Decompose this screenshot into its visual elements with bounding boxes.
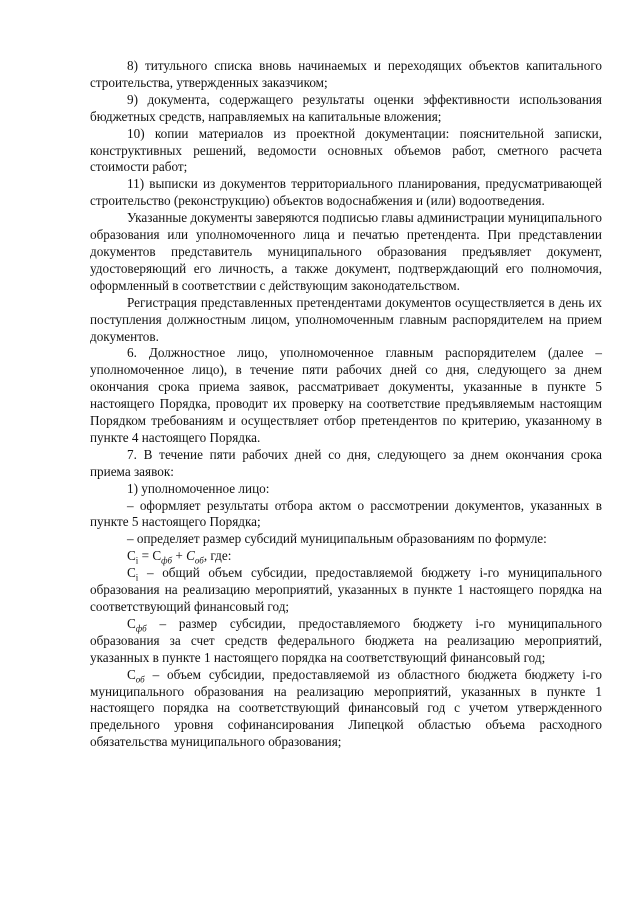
definition-text: – общий объем субсидии, предоставляемой бюджету i-го муниципального образования на реализацию мероприятий, указанных в пункте 1 настоящего порядка на соответствующий финансовый год; [90,565,602,614]
formula-plus: + [172,548,187,564]
document-body [90,58,602,751]
definition-text: – объем субсидии, предоставляемой из областного бюджета бюджету i-го муниципального образования на реализацию мероприятий, указанных в пункте 1 настоящего порядка на соответствующий финансовый год с учетом утвержденного предельного уровня софинансирования Липецкой областью объема расходного обязательства муниципального образования; [90,666,602,750]
subsidy-formula [90,548,602,565]
paragraph-clause-7: 7. В течение пяти рабочих дней со дня, следующего за днем окончания срока приема заявок: [90,446,602,479]
formula-sub-fb: фб [161,555,173,566]
definition-symbol: С [127,615,136,631]
paragraph-authorized-person: 1) уполномоченное лицо: [127,480,270,496]
formula-symbol-c-ob: С [186,548,195,564]
definition-ci [90,565,602,616]
definition-subscript: об [135,674,145,685]
paragraph-registration: Регистрация представленных претендентами документов осуществляется в день их поступления должностным лицом, уполномоченным главным распорядителем на прием документов. [90,294,602,344]
formula-sub-i: i [135,555,139,566]
paragraph-formula-intro: – определяет размер субсидий муниципальным образованиям по формуле: [127,531,547,547]
formula-sub-ob: об [194,555,204,566]
definition-symbol: С [127,565,136,581]
paragraph-item-9: 9) документа, содержащего результаты оценки эффективности использования бюджетных средств, направляемых на капитальные вложения; [90,91,602,124]
definition-subscript: i [135,572,139,583]
definition-cob [90,667,602,752]
definition-subscript: фб [135,623,147,634]
definition-symbol: С [127,666,136,682]
paragraph-act-formation: – оформляет результаты отбора актом о рассмотрении документов, указанных в пункте 5 настоящего Порядка; [90,497,602,530]
definition-text: – размер субсидии, предоставляемого бюджету i-го муниципального образования за счет средств федерального бюджета на реализацию мероприятий, указанных в пункте 1 настоящего порядка на соответствующий финансовый год; [90,615,602,665]
formula-tail: , где: [203,548,232,564]
paragraph-certification: Указанные документы заверяются подписью главы администрации муниципального образования или уполномоченного лица и печатью претендента. При представлении документов представитель муниципального образования предъявляет документ, удостоверяющий его личность, а также документ, подтверждающий его полномочия, оформленный в соответствии с действующим законодательством. [90,210,602,293]
paragraph-item-8: 8) титульного списка вновь начинаемых и переходящих объектов капитального строительства, утвержденных заказчиком; [90,58,602,90]
paragraph-item-11: 11) выписки из документов территориального планирования, предусматривающей строительство (реконструкцию) объектов водоснабжения и (или) водоотведения. [90,176,602,209]
formula-equals: = [138,548,153,564]
paragraph-item-10: 10) копии материалов из проектной документации: пояснительной записки, конструктивных решений, ведомости основных объемов работ, сметного расчета стоимости работ; [90,125,602,175]
formula-symbol-c-fb: С [152,548,162,564]
paragraph-clause-6: 6. Должностное лицо, уполномоченное главным распорядителем (далее – уполномоченное лицо), в течение пяти рабочих дней со дня, следующего за днем окончания срока приема заявок, рассматривает документы, указанные в пункте 5 настоящего Порядка, проводит их проверку на соответствие предъявляемым настоящим Порядком требованиям и осуществляет отбор претендентов по критерию, указанному в пункте 4 настоящего Порядка. [90,345,602,445]
definition-cfb [90,616,602,667]
formula-symbol-c: С [127,548,136,564]
